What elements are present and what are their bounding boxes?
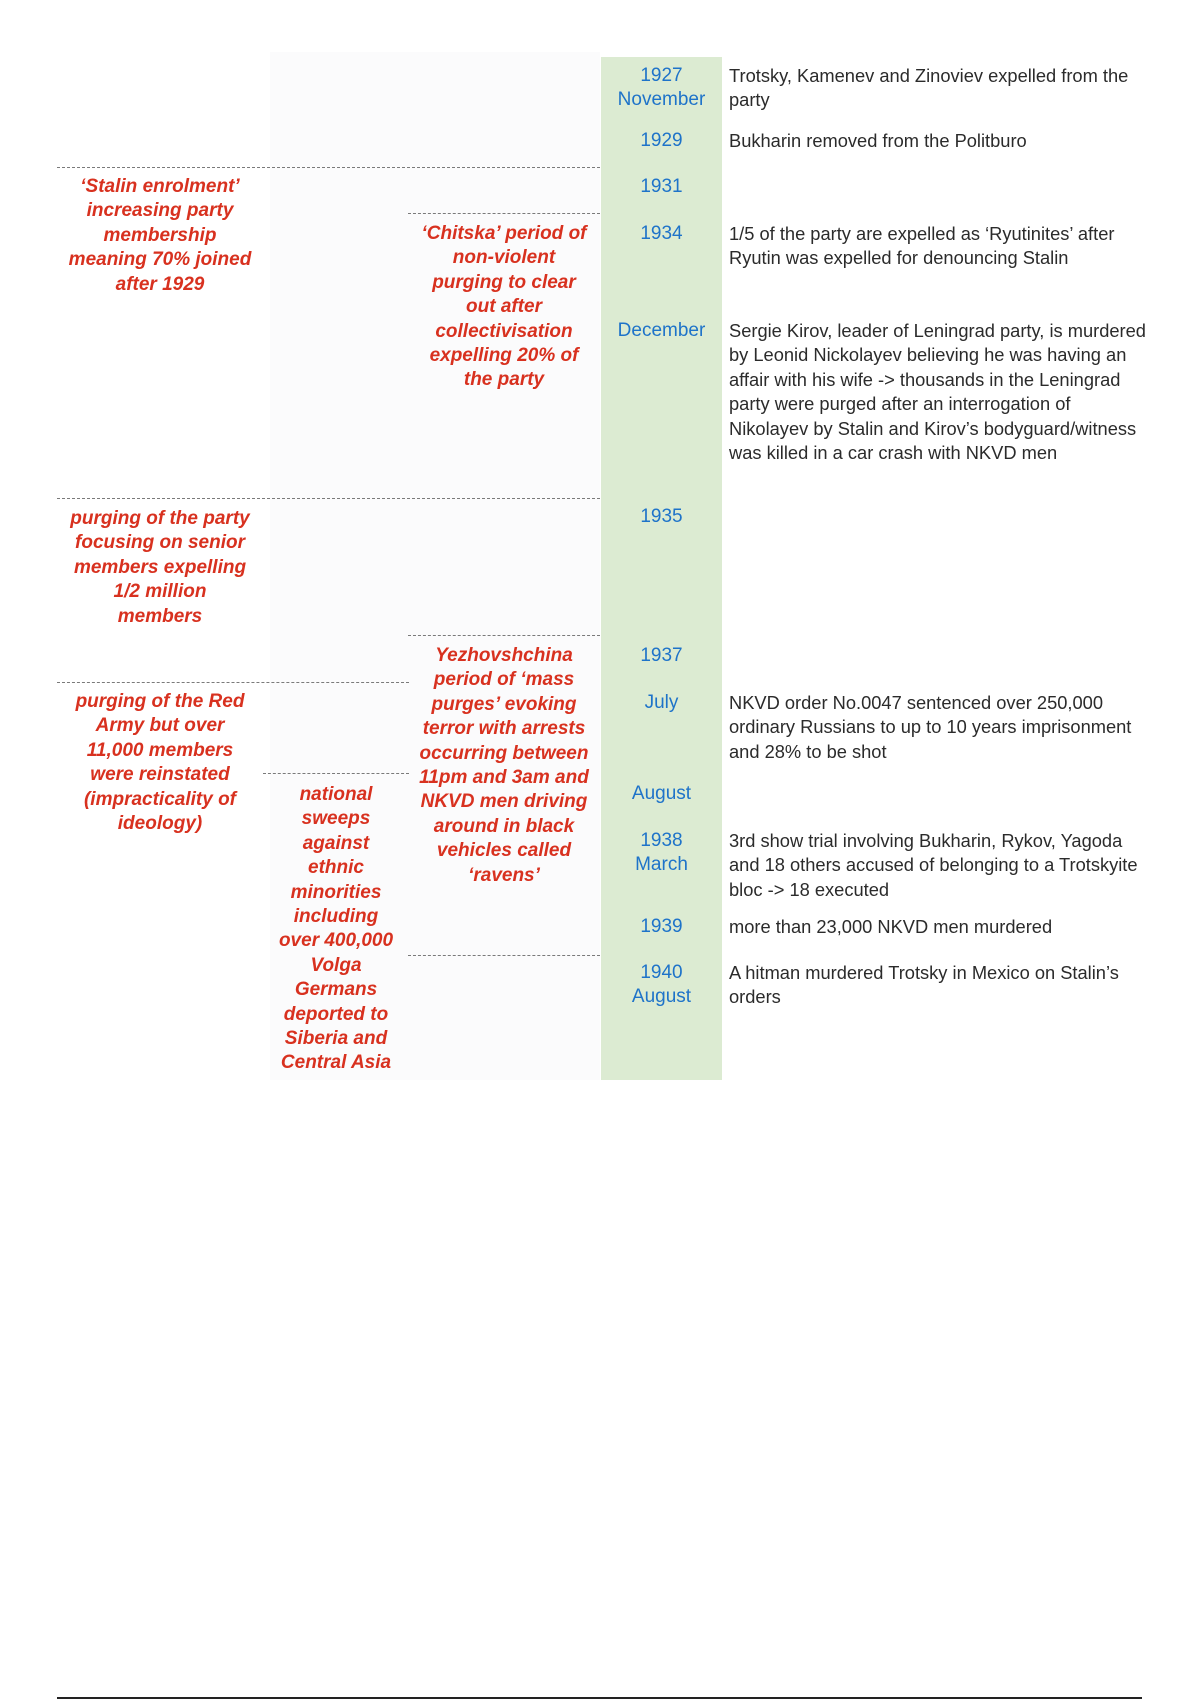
timeline-event: NKVD order No.0047 sentenced over 250,000 ordinary Russians to up to 10 years imprisonment and 28% to be shot: [729, 692, 1132, 762]
timeline-date: 1935: [640, 506, 683, 527]
note-yezhovshchina: Yezhovshchina period of ‘mass purges’ evoking terror with arrests occurring between 11pm and 3am and NKVD men driving around in black vehicles called ‘ravens’: [419, 645, 589, 886]
timeline-event: more than 23,000 NKVD men murdered: [729, 916, 1053, 937]
timeline-date: 1939: [640, 916, 683, 937]
timeline-date: 1940 August: [631, 962, 692, 1007]
separator-line: [57, 682, 409, 683]
note-red-army-purge: purging of the Red Army but over 11,000 members were reinstated (impracticality of ideology): [75, 691, 245, 835]
timeline-event: Trotsky, Kamenev and Zinoviev expelled from the party: [729, 65, 1129, 111]
timeline-event: Bukharin removed from the Politburo: [729, 130, 1027, 151]
timeline-date: 1931: [640, 176, 683, 197]
timeline-date: July: [644, 692, 679, 713]
timeline-date: December: [617, 320, 706, 341]
timeline-date: 1927 November: [617, 65, 706, 110]
column-shade: [410, 52, 600, 1080]
note-senior-purge: purging of the party focusing on senior members expelling 1/2 million members: [70, 508, 250, 627]
separator-line: [408, 955, 600, 956]
note-national-sweeps: national sweeps against ethnic minorities including over 400,000 Volga Germans deported to Siberia and Central Asia: [278, 784, 394, 1074]
separator-line: [263, 773, 409, 774]
timeline-date: 1929: [640, 130, 683, 151]
note-chitska-period: ‘Chitska’ period of non-violent purging to clear out after collectivisation expelling 20% of the party: [421, 223, 587, 391]
separator-line: [408, 213, 600, 214]
note-stalin-enrolment: ‘Stalin enrolment’ increasing party membership meaning 70% joined after 1929: [68, 176, 252, 295]
timeline-event: 3rd show trial involving Bukharin, Rykov, Yagoda and 18 others accused of belonging to a Trotskyite bloc -> 18 executed: [729, 830, 1138, 900]
timeline-date: 1934: [640, 223, 683, 244]
timeline-date: August: [631, 783, 692, 804]
timeline-date: 1937: [640, 645, 683, 666]
timeline-event: 1/5 of the party are expelled as ‘Ryutinites’ after Ryutin was expelled for denouncing Stalin: [729, 223, 1115, 269]
separator-line: [408, 635, 600, 636]
timeline-event: Sergie Kirov, leader of Leningrad party, is murdered by Leonid Nickolayev believing he was having an affair with his wife -> thousands in the Leningrad party were purged after an interrogation of Nikolayev by Stalin and Kirov’s bodyguard/witness was killed in a car crash with NKVD men: [729, 320, 1146, 464]
footer-rule: [57, 1697, 1142, 1699]
separator-line: [57, 167, 600, 168]
timeline-date: 1938 March: [635, 830, 688, 875]
separator-line: [57, 498, 600, 499]
timeline-event: A hitman murdered Trotsky in Mexico on Stalin’s orders: [729, 962, 1119, 1008]
